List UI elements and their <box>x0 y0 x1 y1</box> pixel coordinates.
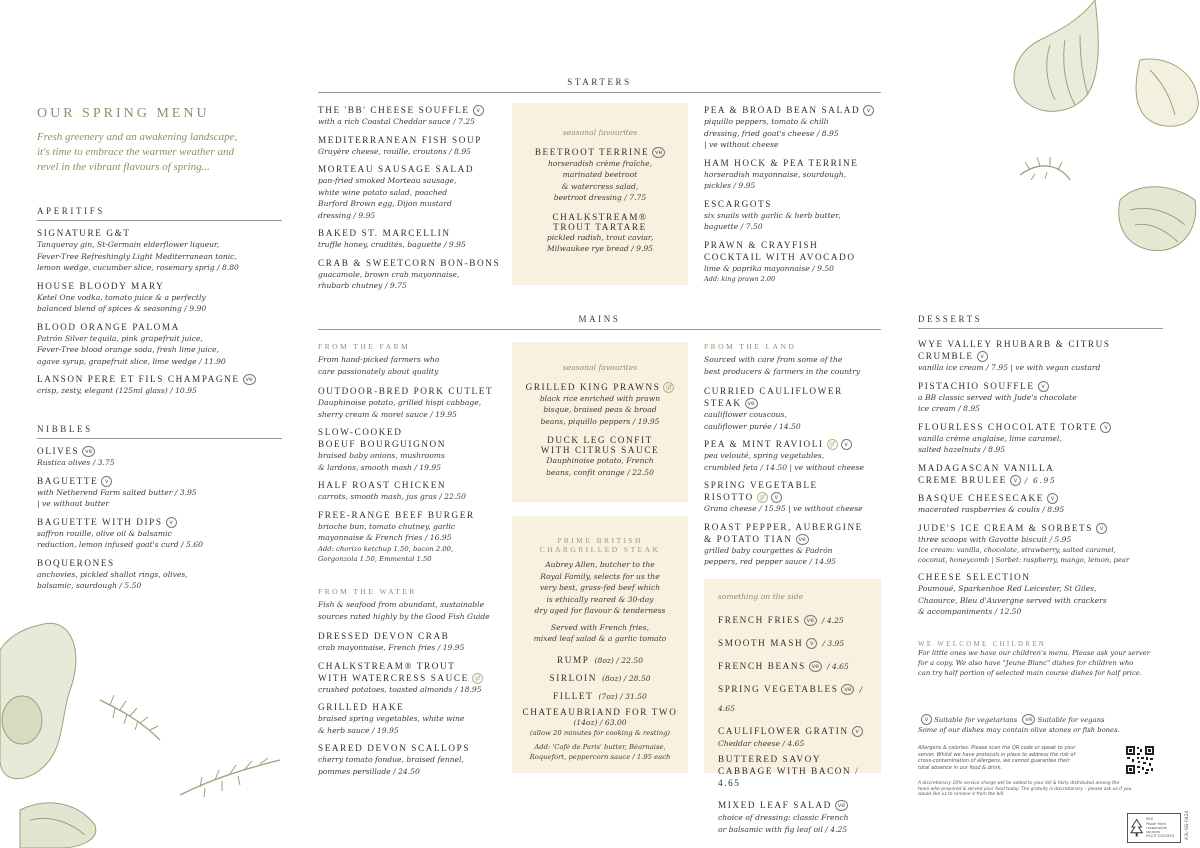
menu-item: HOUSE BLOODY MARY Ketel One vodka, tomato juice & a perfectly balanced blend of spices & seasoning / 9.90 <box>37 280 282 315</box>
v-circle-icon: v <box>921 714 932 725</box>
item-name: BOEUF BOURGUIGNON <box>318 439 447 449</box>
ve-circle-icon: ve <box>809 661 822 672</box>
v-circle-icon: v <box>841 439 852 450</box>
item-name: FREE-RANGE BEEF BURGER <box>318 509 475 520</box>
item-name: CREME BRULEE <box>918 474 1007 485</box>
item-name: MEDITERRANEAN FISH SOUP <box>318 134 482 145</box>
intro-line: it's time to embrace the warmer weather and <box>37 146 234 158</box>
fsc-logo-icon: MIX Paper from responsible sources FSC® C021953 <box>1127 813 1181 843</box>
ve-circle-icon: ve <box>745 398 758 409</box>
aperitifs-heading: APERITIFS <box>37 206 105 216</box>
v-circle-icon: v <box>863 105 874 116</box>
v-circle-icon: v <box>1010 475 1021 486</box>
item-name: BAGUETTE WITH DIPS <box>37 516 163 527</box>
children-heading: WE WELCOME CHILDREN <box>918 641 1047 648</box>
mains-rule <box>318 329 881 330</box>
starters-rule <box>318 92 881 93</box>
menu-item: CURRIED CAULIFLOWER STEAK ve cauliflower couscous, cauliflower purée / 14.50 <box>704 386 843 431</box>
intro-line: revel in the vibrant flavours of spring... <box>37 161 210 173</box>
menu-item: LANSON PERE ET FILS CHAMPAGNE ve crisp, zesty, elegant (125ml glass) / 10.95 <box>37 373 282 397</box>
water-heading: FROM THE WATER <box>318 587 417 596</box>
item-name: SPRING VEGETABLE <box>704 480 818 490</box>
item-name: FLOURLESS CHOCOLATE TORTE <box>918 421 1098 432</box>
item-name: ESCARGOTS <box>704 198 773 209</box>
seasonal-label: seasonal favourites <box>562 363 638 372</box>
gf-circle-icon: gf <box>757 492 768 503</box>
item-name: SMOOTH MASH <box>718 637 804 648</box>
menu-item: OUTDOOR-BRED PORK CUTLET Dauphinoise potato, grilled hispi cabbage, sherry cream & morel sauce / 19.95 <box>318 385 504 420</box>
item-name: & POTATO TIAN <box>704 533 793 544</box>
v-circle-icon: v <box>977 351 988 362</box>
menu-item: BAGUETTE WITH DIPS v saffron rouille, olive oil & balsamic reduction, lemon infused goat's curd / 5.60 <box>37 516 203 549</box>
item-name: MORTEAU SAUSAGE SALAD <box>318 164 475 174</box>
item-name: RISOTTO <box>704 492 754 502</box>
item-name: GRILLED KING PRAWNS <box>525 381 661 392</box>
service-line: would like us to remove it from the bill. <box>918 792 1005 798</box>
v-circle-icon: v <box>1038 381 1049 392</box>
menu-item: SPRING VEGETABLES ve / 4.65 <box>718 683 863 713</box>
steak-cut: FILLET <box>553 690 594 701</box>
item-name: TROUT TARTARE <box>553 221 647 232</box>
v-circle-icon: v <box>1100 422 1111 433</box>
item-name: HAM HOCK & PEA TERRINE <box>704 157 859 168</box>
desserts-heading: DESSERTS <box>918 314 983 324</box>
item-name: CHEESE SELECTION <box>918 572 1031 582</box>
menu-item: BAKED ST. MARCELLIN truffle honey, crudités, baguette / 9.95 <box>318 227 503 251</box>
item-name: CURRIED CAULIFLOWER STEAK <box>704 386 843 408</box>
item-name: CAULIFLOWER GRATIN <box>718 725 849 736</box>
menu-item: MORTEAU SAUSAGE SALAD pan-fried smoked Morteau sausage, white wine potato salad, poached Burford Brown egg, Dijon mustard dressing / 9.95 <box>318 163 503 221</box>
menu-item: BAGUETTE v with Netherend Farm salted butter / 3.95 | ve without butter <box>37 475 197 508</box>
allergens-line: server. Whilst we have protocols in place to address the risk of <box>918 751 1076 758</box>
menu-item: PEA & MINT RAVIOLI gf v pea velouté, spring vegetables, crumbled feta / 14.50 | ve without cheese <box>704 439 864 472</box>
item-name: GRILLED HAKE <box>318 702 405 712</box>
menu-item: BLOOD ORANGE PALOMA Patrón Silver tequila, pink grapefruit juice, Fever-Tree blood orange soda, fresh lime juice, agave syrup, grapefruit slice, lime wedge / 11.90 <box>37 321 282 368</box>
menu-item: SIGNATURE G&T Tanqueray gin, St-Germain elderflower liqueur, Fever-Tree Refreshingly Light Mediterranean tonic, lemon wedge, cucumber slice, rosemary sprig / 8.80 <box>37 227 282 274</box>
menu-item: SLOW-COOKED BOEUF BOURGUIGNON braised baby onions, mushrooms & lardons, smooth mash / 19.95 <box>318 426 504 473</box>
item-name: CHALKSTREAM® TROUT <box>318 660 456 671</box>
item-name: CHALKSTREAM® <box>552 211 648 222</box>
item-name: WITH WATERCRESS SAUCE <box>318 672 469 683</box>
gf-circle-icon: gf <box>827 439 838 450</box>
item-name: MADAGASCAN VANILLA <box>918 462 1055 473</box>
item-name: PRAWN & CRAYFISH <box>704 239 819 250</box>
item-name: BAGUETTE <box>37 475 99 486</box>
menu-item: MIXED LEAF SALAD ve choice of dressing: classic French or balsamic with fig leaf oil / 4.25 <box>718 800 849 834</box>
allergens-line: Allergens & calories: Please scan the QR code or speak to your <box>918 745 1076 751</box>
menu-title: OUR SPRING MENU <box>37 106 210 121</box>
ve-circle-icon: ve <box>1022 714 1035 725</box>
item-name: DUCK LEG CONFIT <box>547 435 653 445</box>
steak-cut: RUMP <box>556 654 590 665</box>
item-name: ROAST PEPPER, AUBERGINE <box>704 521 863 532</box>
mains-seasonal-box: seasonal favourites GRILLED KING PRAWNS gf black rice enriched with prawn bisque, braised peas & broad beans, piquillo peppers / 19.95 DUCK LEG CONFIT WITH CITRUS SAUCE Dauphinoise potato, French beans, confit orange / 22.50 <box>512 342 688 502</box>
v-circle-icon: v <box>1047 493 1058 504</box>
item-name: DRESSED DEVON CRAB <box>318 631 450 641</box>
menu-item: GRILLED HAKE braised spring vegetables, white wine & herb sauce / 19.95 <box>318 701 508 736</box>
menu-item: WYE VALLEY RHUBARB & CITRUS CRUMBLE v vanilla ice cream / 7.95 | ve with vegan custard <box>918 338 1163 374</box>
intro-line: Fresh greenery and an awakening landscape, <box>37 131 238 143</box>
ve-circle-icon: ve <box>841 684 854 695</box>
item-name: FRENCH FRIES <box>718 614 801 625</box>
v-circle-icon: v <box>852 726 863 737</box>
ve-circle-icon: ve <box>652 147 665 158</box>
menu-item: SEARED DEVON SCALLOPS cherry tomato fondue, braised fennel, pommes persillade / 24.50 <box>318 742 508 777</box>
v-circle-icon: v <box>101 476 112 487</box>
menu-item: ESCARGOTS six snails with garlic & herb butter, baguette / 7.50 <box>704 198 884 233</box>
gf-circle-icon: gf <box>663 382 674 393</box>
qr-code-icon[interactable] <box>1125 745 1155 775</box>
menu-item: THE 'BB' CHEESE SOUFFLE v with a rich Coastal Cheddar sauce / 7.25 <box>318 104 503 128</box>
steak-heading: PRIME BRITISH <box>557 536 643 545</box>
menu-item: HALF ROAST CHICKEN carrots, smooth mash, jus gras / 22.50 <box>318 479 504 503</box>
menu-item: FLOURLESS CHOCOLATE TORTE v vanilla crème anglaise, lime caramel, salted hazelnuts / 8.95 <box>918 421 1163 456</box>
item-name: FRENCH BEANS <box>718 660 806 671</box>
item-name: PEA & MINT RAVIOLI <box>704 439 824 449</box>
steak-box: PRIME BRITISH CHARGRILLED STEAK Aubrey Allen, butcher to the Royal Family, selects for us the very best, grass-fed beef which is ethically reared & 30-day dry aged for flavour & tenderness Served with French fries, mixed leaf salad & a garlic tomato RUMP (8oz) / 22.50 SIRLOIN (8oz) / 28.50 FILLET (7oz) / 31.50 CHATEAUBRIAND FOR TWO (14oz) / 63.00 (allow 20 minutes for cooking & resting) Add: 'Café de Paris' butter, Béarnaise, Roquefort, peppercorn sauce / 1.95 each <box>512 516 688 773</box>
ve-circle-icon: ve <box>82 446 95 457</box>
steak-cut: CHATEAUBRIAND FOR TWO <box>522 706 678 717</box>
menu-item: PISTACHIO SOUFFLE v a BB classic served with Jude's chocolate ice cream / 8.95 <box>918 380 1077 413</box>
v-circle-icon: v <box>473 105 484 116</box>
item-name: BOQUERONES <box>37 557 115 568</box>
item-name: CRAB & SWEETCORN BON-BONS <box>318 257 501 268</box>
mains-heading: MAINS <box>578 314 621 324</box>
menu-item: MADAGASCAN VANILLA CREME BRULEE v / 6.95 <box>918 462 1163 487</box>
nibbles-heading: NIBBLES <box>37 424 93 434</box>
menu-item: OLIVES ve Rustica olives / 3.75 <box>37 446 115 467</box>
menu-item: ROAST PEPPER, AUBERGINE & POTATO TIAN ve grilled baby courgettes & Padrón peppers, red pepper sauce / 14.95 <box>704 521 884 568</box>
ve-circle-icon: ve <box>804 615 817 626</box>
menu-item: DRESSED DEVON CRAB crab mayonnaise, French fries / 19.95 <box>318 630 508 654</box>
starters-seasonal-box: seasonal favourites BEETROOT TERRINE ve horseradish crème fraîche, marinated beetroot & watercress salad, beetroot dressing / 7.75 CHALKSTREAM® TROUT TARTARE pickled radish, trout caviar, Milwaukee rye bread / 9.95 <box>512 103 688 285</box>
item-name: CABBAGE WITH BACON / 4.65 <box>718 766 860 788</box>
service-line: team who prepared & served your food today. The gratuity is discretionary – please ask us if you <box>918 786 1132 792</box>
sides-label: something on the side <box>718 592 804 601</box>
item-name: WYE VALLEY RHUBARB & CITRUS <box>918 339 1111 349</box>
legend-note: Some of our dishes may contain olive stones or fish bones. <box>918 726 1120 734</box>
v-circle-icon: v <box>771 492 782 503</box>
item-name: SPRING VEGETABLES <box>718 683 839 694</box>
ve-circle-icon: ve <box>835 800 848 811</box>
menu-item: CRAB & SWEETCORN BON-BONS guacamole, brown crab mayonnaise, rhubarb chutney / 9.75 <box>318 257 503 292</box>
menu-item: JUDE'S ICE CREAM & SORBETS v three scoops with Gavotte biscuit / 5.95 Ice cream: vanilla, chocolate, strawberry, salted caramel, coconut, honeycomb | Sorbet: raspberry, mango, lemon, pear <box>918 522 1130 564</box>
menu-item: CHALKSTREAM® TROUT WITH WATERCRESS SAUCE gf crushed potatoes, toasted almonds / 18.95 <box>318 660 508 696</box>
sides-box <box>704 579 881 834</box>
item-name: SEARED DEVON SCALLOPS <box>318 743 471 753</box>
item-name: BEETROOT TERRINE <box>534 146 650 157</box>
allergens-line: cross-contamination of allergens, we cannot guarantee their <box>918 758 1070 764</box>
item-name: SLOW-COOKED <box>318 427 403 437</box>
item-name: COCKTAIL WITH AVOCADO <box>704 251 856 262</box>
garlic-illustration <box>1000 0 1200 260</box>
menu-item: HAM HOCK & PEA TERRINE horseradish mayonnaise, sourdough, pickles / 9.95 <box>704 157 884 192</box>
tree-icon <box>1130 818 1143 838</box>
menu-item: BASQUE CHEESECAKE v macerated raspberries & coulis / 8.95 <box>918 493 1065 514</box>
item-name: MIXED LEAF SALAD <box>718 800 832 810</box>
steak-cut: SIRLOIN <box>549 672 597 683</box>
menu-item: SMOOTH MASH v / 3.95 <box>718 637 845 648</box>
menu-item: FRENCH BEANS ve / 4.65 <box>718 660 849 671</box>
steak-heading: CHARGRILLED STEAK <box>539 545 661 554</box>
ve-circle-icon: ve <box>796 534 809 545</box>
item-name: PEA & BROAD BEAN SALAD <box>704 105 861 115</box>
item-name: WITH CITRUS SAUCE <box>540 445 660 455</box>
legend-veg: Suitable for vegetarians <box>934 716 1018 724</box>
item-name: SIGNATURE G&T <box>37 228 131 238</box>
menu-item: MEDITERRANEAN FISH SOUP Gruyère cheese, rouille, croutons / 8.95 <box>318 134 503 158</box>
menu-item: PRAWN & CRAYFISH COCKTAIL WITH AVOCADO lime & paprika mayonnaise / 9.50 Add: king prawn 2.00 <box>704 239 884 285</box>
item-name: HALF ROAST CHICKEN <box>318 480 447 490</box>
v-circle-icon: v <box>1096 523 1107 534</box>
menu-item: CHEESE SELECTION Poumoué, Sparkenhoe Red Leicester, St Giles, Chaource, Bleu d'Auvergne served with crackers & accompaniments / 12.50 <box>918 571 1163 618</box>
allergens-line: total absence in our food & drink. <box>918 764 1002 771</box>
item-name: BAKED ST. MARCELLIN <box>318 228 451 238</box>
menu-item: SPRING VEGETABLE RISOTTO gf v Grana cheese / 15.95 | ve without cheese <box>704 479 884 515</box>
item-name: PISTACHIO SOUFFLE <box>918 380 1035 391</box>
farm-heading: FROM THE FARM <box>318 342 411 351</box>
starters-heading: STARTERS <box>567 77 632 87</box>
legend-vegan: Suitable for vegans <box>1037 716 1105 724</box>
item-name: BLOOD ORANGE PALOMA <box>37 321 180 332</box>
menu-item: CAULIFLOWER GRATIN v Cheddar cheese / 4.65 <box>718 719 881 750</box>
v-circle-icon: v <box>806 638 817 649</box>
item-name: OUTDOOR-BRED PORK CUTLET <box>318 386 494 396</box>
item-name: BASQUE CHEESECAKE <box>918 493 1044 503</box>
menu-item: BOQUERONES anchovies, pickled shallot rings, olives, balsamic, sourdough / 5.50 <box>37 557 282 592</box>
seasonal-label: seasonal favourites <box>562 128 638 137</box>
service-line: A discretionary 10% service charge will be added to your bill & fairly distributed among the <box>918 781 1120 786</box>
avocado-illustration <box>0 610 300 848</box>
ve-circle-icon: ve <box>243 374 256 385</box>
land-heading: FROM THE LAND <box>704 342 797 351</box>
item-name: JUDE'S ICE CREAM & SORBETS <box>918 522 1093 533</box>
menu-item: FREE-RANGE BEEF BURGER brioche bun, tomato chutney, garlic mayonnaise & French fries / 16.95 Add: chorizo ketchup 1.50, bacon 2.00, Gorgonzola 1.50, Emmental 1.50 <box>318 509 504 564</box>
menu-item <box>718 753 881 789</box>
menu-item: FRENCH FRIES ve / 4.25 <box>718 614 844 625</box>
item-name: THE 'BB' CHEESE SOUFFLE <box>318 105 470 115</box>
item-name: LANSON PERE ET FILS CHAMPAGNE <box>37 374 240 384</box>
item-name: CRUMBLE <box>918 351 974 361</box>
item-name: BUTTERED SAVOY <box>718 754 822 764</box>
v-circle-icon: v <box>166 517 177 528</box>
gf-circle-icon: gf <box>472 673 483 684</box>
menu-item: PEA & BROAD BEAN SALAD v piquillo peppers, tomato & chilli dressing, fried goat's cheese / 8.95 | ve without cheese <box>704 104 884 151</box>
item-name: HOUSE BLOODY MARY <box>37 280 165 291</box>
item-name: OLIVES <box>37 446 80 456</box>
print-code: A3L-SG-0424 <box>1185 810 1190 840</box>
